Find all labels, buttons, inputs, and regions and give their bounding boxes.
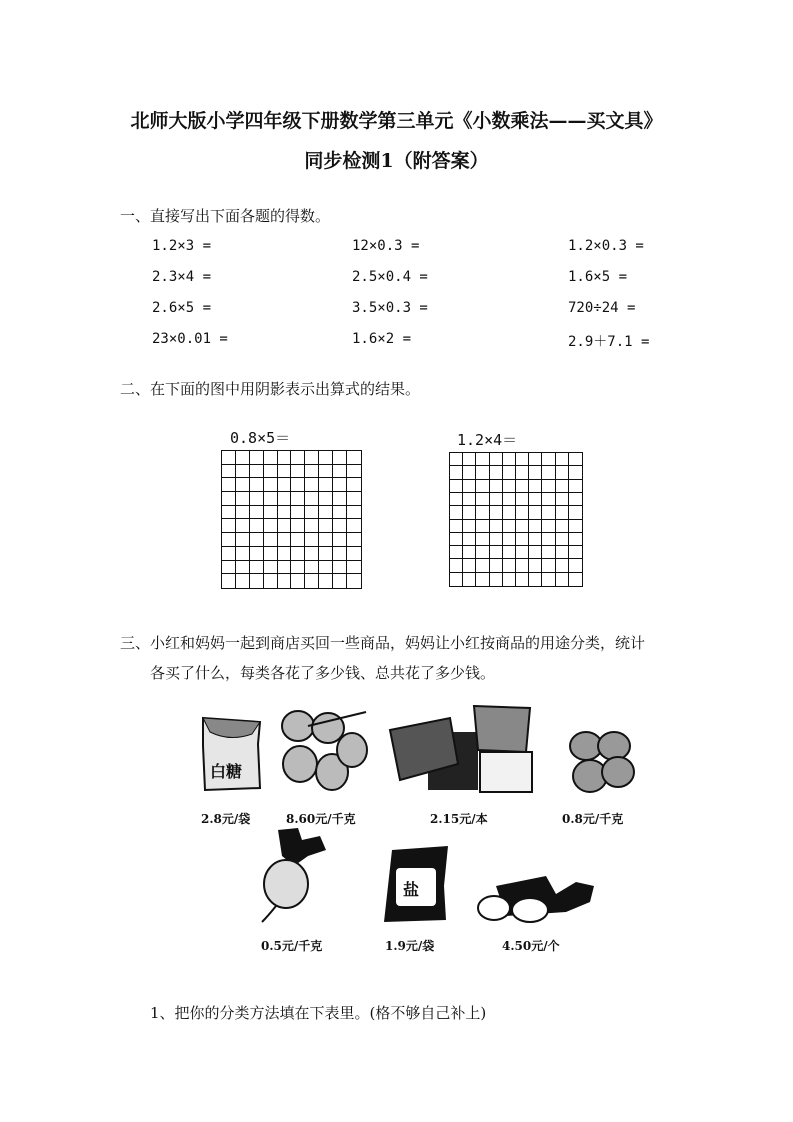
grid-cell[interactable]	[305, 465, 319, 479]
grid-cell[interactable]	[222, 574, 236, 588]
grid-cell[interactable]	[542, 480, 555, 493]
grid-cell[interactable]	[305, 506, 319, 520]
equation: 2.3×4 =	[152, 269, 212, 285]
grid-cell[interactable]	[250, 451, 264, 465]
grid-cell[interactable]	[236, 533, 250, 547]
grid-cell[interactable]	[305, 519, 319, 533]
equation: 12×0.3 =	[352, 238, 420, 254]
grid-cell[interactable]	[569, 520, 582, 533]
grid-cell[interactable]	[450, 506, 463, 519]
grid-cell[interactable]	[291, 574, 305, 588]
grid-cell[interactable]	[542, 546, 555, 559]
grid-cell[interactable]	[490, 506, 503, 519]
grid-cell[interactable]	[264, 451, 278, 465]
grid-cell[interactable]	[556, 453, 569, 466]
grid-cell[interactable]	[476, 520, 489, 533]
grid-cell[interactable]	[450, 480, 463, 493]
grid-cell[interactable]	[278, 451, 292, 465]
grid-cell[interactable]	[264, 561, 278, 575]
grid-cell[interactable]	[556, 466, 569, 479]
grid-cell[interactable]	[529, 559, 542, 572]
grid-cell[interactable]	[463, 559, 476, 572]
grid-cell[interactable]	[490, 559, 503, 572]
grid-cell[interactable]	[333, 574, 347, 588]
grid-cell[interactable]	[529, 533, 542, 546]
price-salt: 1.9元/袋	[385, 939, 435, 953]
grid-cell[interactable]	[463, 453, 476, 466]
grid-cell[interactable]	[250, 478, 264, 492]
grid-cell[interactable]	[236, 492, 250, 506]
grid-cell[interactable]	[319, 506, 333, 520]
grid-cell[interactable]	[542, 506, 555, 519]
grid-cell[interactable]	[250, 492, 264, 506]
grid-cell[interactable]	[556, 506, 569, 519]
equation: 2.9＋7.1 =	[568, 334, 650, 350]
title-line1: 北师大版小学四年级下册数学第三单元《小数乘法——买文具》	[130, 110, 663, 132]
grid-cell[interactable]	[319, 478, 333, 492]
grid-cell[interactable]	[503, 573, 516, 586]
title-line2: 同步检测1（附答案）	[304, 150, 489, 172]
grid-cell[interactable]	[476, 546, 489, 559]
grid-cell[interactable]	[319, 574, 333, 588]
grid-cell[interactable]	[450, 573, 463, 586]
grid-cell[interactable]	[450, 546, 463, 559]
grid-cell[interactable]	[250, 506, 264, 520]
grid-cell[interactable]	[305, 492, 319, 506]
grid-cell[interactable]	[490, 520, 503, 533]
grid-cell[interactable]	[463, 493, 476, 506]
grid-cell[interactable]	[222, 533, 236, 547]
grid-cell[interactable]	[333, 519, 347, 533]
grid-cell[interactable]	[291, 506, 305, 520]
grid-cell[interactable]	[503, 533, 516, 546]
grid-cell[interactable]	[264, 547, 278, 561]
grid-cell[interactable]	[463, 533, 476, 546]
grid-cell[interactable]	[278, 574, 292, 588]
grid-cell[interactable]	[450, 533, 463, 546]
equation: 720÷24 =	[568, 300, 636, 316]
grid-cell[interactable]	[516, 573, 529, 586]
grid-cell[interactable]	[250, 533, 264, 547]
grid-cell[interactable]	[476, 559, 489, 572]
grid-cell[interactable]	[278, 465, 292, 479]
grid-cell[interactable]	[333, 465, 347, 479]
grid-cell[interactable]	[333, 547, 347, 561]
grid-cell[interactable]	[291, 465, 305, 479]
grid-cell[interactable]	[542, 573, 555, 586]
grid-cell[interactable]	[222, 561, 236, 575]
grid-cell[interactable]	[319, 451, 333, 465]
grid-cell[interactable]	[503, 506, 516, 519]
grid-cell[interactable]	[516, 546, 529, 559]
grid-cell[interactable]	[542, 559, 555, 572]
grid-cell[interactable]	[542, 466, 555, 479]
grid-cell[interactable]	[476, 453, 489, 466]
grid-cell[interactable]	[236, 561, 250, 575]
grid-cell[interactable]	[569, 480, 582, 493]
grid-cell[interactable]	[476, 573, 489, 586]
grid-cell[interactable]	[319, 465, 333, 479]
grid-cell[interactable]	[236, 574, 250, 588]
grid-label-2: 1.2×4＝	[457, 431, 518, 449]
grid-cell[interactable]	[347, 492, 361, 506]
grid-cell[interactable]	[529, 573, 542, 586]
price-tomato: 0.8元/千克	[562, 812, 624, 826]
grid-cell[interactable]	[516, 453, 529, 466]
grid-cell[interactable]	[490, 480, 503, 493]
grid-cell[interactable]	[542, 453, 555, 466]
grid-cell[interactable]	[291, 478, 305, 492]
grid-cell[interactable]	[236, 478, 250, 492]
grid-cell[interactable]	[569, 506, 582, 519]
grid-cell[interactable]	[516, 520, 529, 533]
grid-cell[interactable]	[264, 465, 278, 479]
hundred-grid-2[interactable]	[449, 452, 583, 587]
grid-cell[interactable]	[463, 573, 476, 586]
grid-cell[interactable]	[516, 493, 529, 506]
grid-cell[interactable]	[305, 533, 319, 547]
grid-cell[interactable]	[250, 561, 264, 575]
grid-cell[interactable]	[264, 506, 278, 520]
grid-cell[interactable]	[291, 451, 305, 465]
grid-cell[interactable]	[476, 466, 489, 479]
question-1: 1、把你的分类方法填在下表里。(格不够自己补上)	[150, 1004, 487, 1022]
notebooks-icon	[388, 702, 538, 796]
price-bread: 4.50元/个	[502, 939, 560, 953]
grid-cell[interactable]	[291, 547, 305, 561]
grid-cell[interactable]	[347, 506, 361, 520]
grid-cell[interactable]	[305, 561, 319, 575]
grid-cell[interactable]	[529, 466, 542, 479]
grid-cell[interactable]	[347, 519, 361, 533]
grid-cell[interactable]	[516, 559, 529, 572]
grid-cell[interactable]	[529, 493, 542, 506]
grid-cell[interactable]	[278, 492, 292, 506]
grid-cell[interactable]	[319, 547, 333, 561]
grid-cell[interactable]	[222, 506, 236, 520]
grid-cell[interactable]	[278, 533, 292, 547]
grid-cell[interactable]	[490, 533, 503, 546]
grid-cell[interactable]	[556, 493, 569, 506]
grid-cell[interactable]	[236, 506, 250, 520]
radish-icon	[258, 826, 338, 926]
grid-cell[interactable]	[503, 559, 516, 572]
equation: 1.6×2 =	[352, 331, 412, 347]
grid-cell[interactable]	[516, 533, 529, 546]
grid-cell[interactable]	[222, 478, 236, 492]
grid-cell[interactable]	[516, 480, 529, 493]
grid-cell[interactable]	[503, 520, 516, 533]
grid-cell[interactable]	[333, 561, 347, 575]
tomatoes-icon	[568, 728, 638, 798]
equation: 1.6×5 =	[568, 269, 628, 285]
grid-cell[interactable]	[319, 519, 333, 533]
grid-cell[interactable]	[542, 493, 555, 506]
grid-cell[interactable]	[333, 492, 347, 506]
grid-cell[interactable]	[305, 547, 319, 561]
grid-cell[interactable]	[450, 520, 463, 533]
price-strawberry: 8.60元/千克	[286, 812, 356, 826]
grid-cell[interactable]	[490, 573, 503, 586]
grid-cell[interactable]	[222, 547, 236, 561]
grid-cell[interactable]	[516, 506, 529, 519]
grid-cell[interactable]	[333, 451, 347, 465]
grid-cell[interactable]	[476, 480, 489, 493]
grid-cell[interactable]	[222, 451, 236, 465]
bread-icon	[476, 874, 598, 924]
grid-cell[interactable]	[476, 493, 489, 506]
grid-cell[interactable]	[569, 573, 582, 586]
grid-cell[interactable]	[222, 519, 236, 533]
grid-cell[interactable]	[529, 506, 542, 519]
grid-cell[interactable]	[319, 533, 333, 547]
grid-cell[interactable]	[503, 546, 516, 559]
grid-cell[interactable]	[542, 533, 555, 546]
grid-cell[interactable]	[476, 506, 489, 519]
grid-cell[interactable]	[250, 519, 264, 533]
equation: 2.5×0.4 =	[352, 269, 428, 285]
grid-cell[interactable]	[305, 478, 319, 492]
grid-cell[interactable]	[529, 520, 542, 533]
equation: 1.2×0.3 =	[568, 238, 644, 254]
grid-cell[interactable]	[569, 493, 582, 506]
grid-cell[interactable]	[529, 480, 542, 493]
grid-cell[interactable]	[291, 533, 305, 547]
grid-cell[interactable]	[556, 559, 569, 572]
grid-cell[interactable]	[305, 451, 319, 465]
hundred-grid-1[interactable]	[221, 450, 362, 589]
grid-cell[interactable]	[503, 453, 516, 466]
grid-cell[interactable]	[236, 519, 250, 533]
grid-cell[interactable]	[556, 546, 569, 559]
grid-cell[interactable]	[450, 453, 463, 466]
grid-cell[interactable]	[264, 519, 278, 533]
grid-cell[interactable]	[347, 574, 361, 588]
grid-cell[interactable]	[278, 519, 292, 533]
grid-cell[interactable]	[569, 559, 582, 572]
grid-cell[interactable]	[278, 478, 292, 492]
grid-cell[interactable]	[529, 453, 542, 466]
grid-cell[interactable]	[463, 506, 476, 519]
grid-cell[interactable]	[278, 561, 292, 575]
grid-cell[interactable]	[463, 546, 476, 559]
grid-cell[interactable]	[278, 547, 292, 561]
grid-cell[interactable]	[347, 451, 361, 465]
grid-cell[interactable]	[236, 465, 250, 479]
grid-cell[interactable]	[291, 519, 305, 533]
grid-cell[interactable]	[236, 451, 250, 465]
grid-cell[interactable]	[450, 466, 463, 479]
sugar-bag-text: 白糖	[210, 762, 243, 781]
grid-cell[interactable]	[264, 492, 278, 506]
section1-heading: 一、直接写出下面各题的得数。	[120, 207, 331, 225]
grid-cell[interactable]	[569, 453, 582, 466]
grid-cell[interactable]	[490, 453, 503, 466]
grid-cell[interactable]	[569, 533, 582, 546]
grid-cell[interactable]	[250, 574, 264, 588]
grid-cell[interactable]	[463, 466, 476, 479]
grid-cell[interactable]	[291, 561, 305, 575]
grid-cell[interactable]	[250, 465, 264, 479]
grid-cell[interactable]	[503, 480, 516, 493]
grid-cell[interactable]	[503, 466, 516, 479]
grid-cell[interactable]	[347, 561, 361, 575]
grid-cell[interactable]	[319, 561, 333, 575]
grid-cell[interactable]	[291, 492, 305, 506]
grid-cell[interactable]	[556, 573, 569, 586]
grid-cell[interactable]	[250, 547, 264, 561]
grid-cell[interactable]	[503, 493, 516, 506]
grid-cell[interactable]	[490, 466, 503, 479]
grid-cell[interactable]	[222, 492, 236, 506]
grid-cell[interactable]	[542, 520, 555, 533]
grid-cell[interactable]	[490, 493, 503, 506]
grid-cell[interactable]	[463, 480, 476, 493]
equation: 2.6×5 =	[152, 300, 212, 316]
price-notebook: 2.15元/本	[430, 812, 488, 826]
grid-cell[interactable]	[450, 493, 463, 506]
grid-cell[interactable]	[556, 533, 569, 546]
grid-cell[interactable]	[347, 478, 361, 492]
grid-label-1: 0.8×5＝	[230, 429, 291, 447]
grid-cell[interactable]	[569, 546, 582, 559]
price-radish: 0.5元/千克	[261, 939, 323, 953]
price-sugar: 2.8元/袋	[201, 812, 251, 826]
strawberry-icon	[278, 706, 370, 796]
grid-cell[interactable]	[305, 574, 319, 588]
grid-cell[interactable]	[463, 520, 476, 533]
grid-cell[interactable]	[476, 533, 489, 546]
equation: 23×0.01 =	[152, 331, 228, 347]
grid-cell[interactable]	[264, 533, 278, 547]
grid-cell[interactable]	[319, 492, 333, 506]
equation: 1.2×3 =	[152, 238, 212, 254]
grid-cell[interactable]	[333, 533, 347, 547]
grid-cell[interactable]	[222, 465, 236, 479]
grid-cell[interactable]	[347, 465, 361, 479]
grid-cell[interactable]	[333, 506, 347, 520]
section3-heading-line2: 各买了什么，每类各花了多少钱、总共花了多少钱。	[150, 664, 496, 682]
grid-cell[interactable]	[278, 506, 292, 520]
grid-cell[interactable]	[236, 547, 250, 561]
grid-cell[interactable]	[333, 478, 347, 492]
grid-cell[interactable]	[556, 520, 569, 533]
section2-heading: 二、在下面的图中用阴影表示出算式的结果。	[120, 380, 421, 398]
grid-cell[interactable]	[347, 547, 361, 561]
salt-bag-text: 盐	[403, 880, 420, 899]
grid-cell[interactable]	[264, 478, 278, 492]
grid-cell[interactable]	[347, 533, 361, 547]
grid-cell[interactable]	[490, 546, 503, 559]
grid-cell[interactable]	[556, 480, 569, 493]
grid-cell[interactable]	[569, 466, 582, 479]
grid-cell[interactable]	[450, 559, 463, 572]
grid-cell[interactable]	[516, 466, 529, 479]
grid-cell[interactable]	[529, 546, 542, 559]
section3-heading-line1: 三、小红和妈妈一起到商店买回一些商品，妈妈让小红按商品的用途分类，统计	[120, 634, 646, 652]
equation: 3.5×0.3 =	[352, 300, 428, 316]
sugar-bag-icon	[200, 716, 262, 796]
grid-cell[interactable]	[264, 574, 278, 588]
